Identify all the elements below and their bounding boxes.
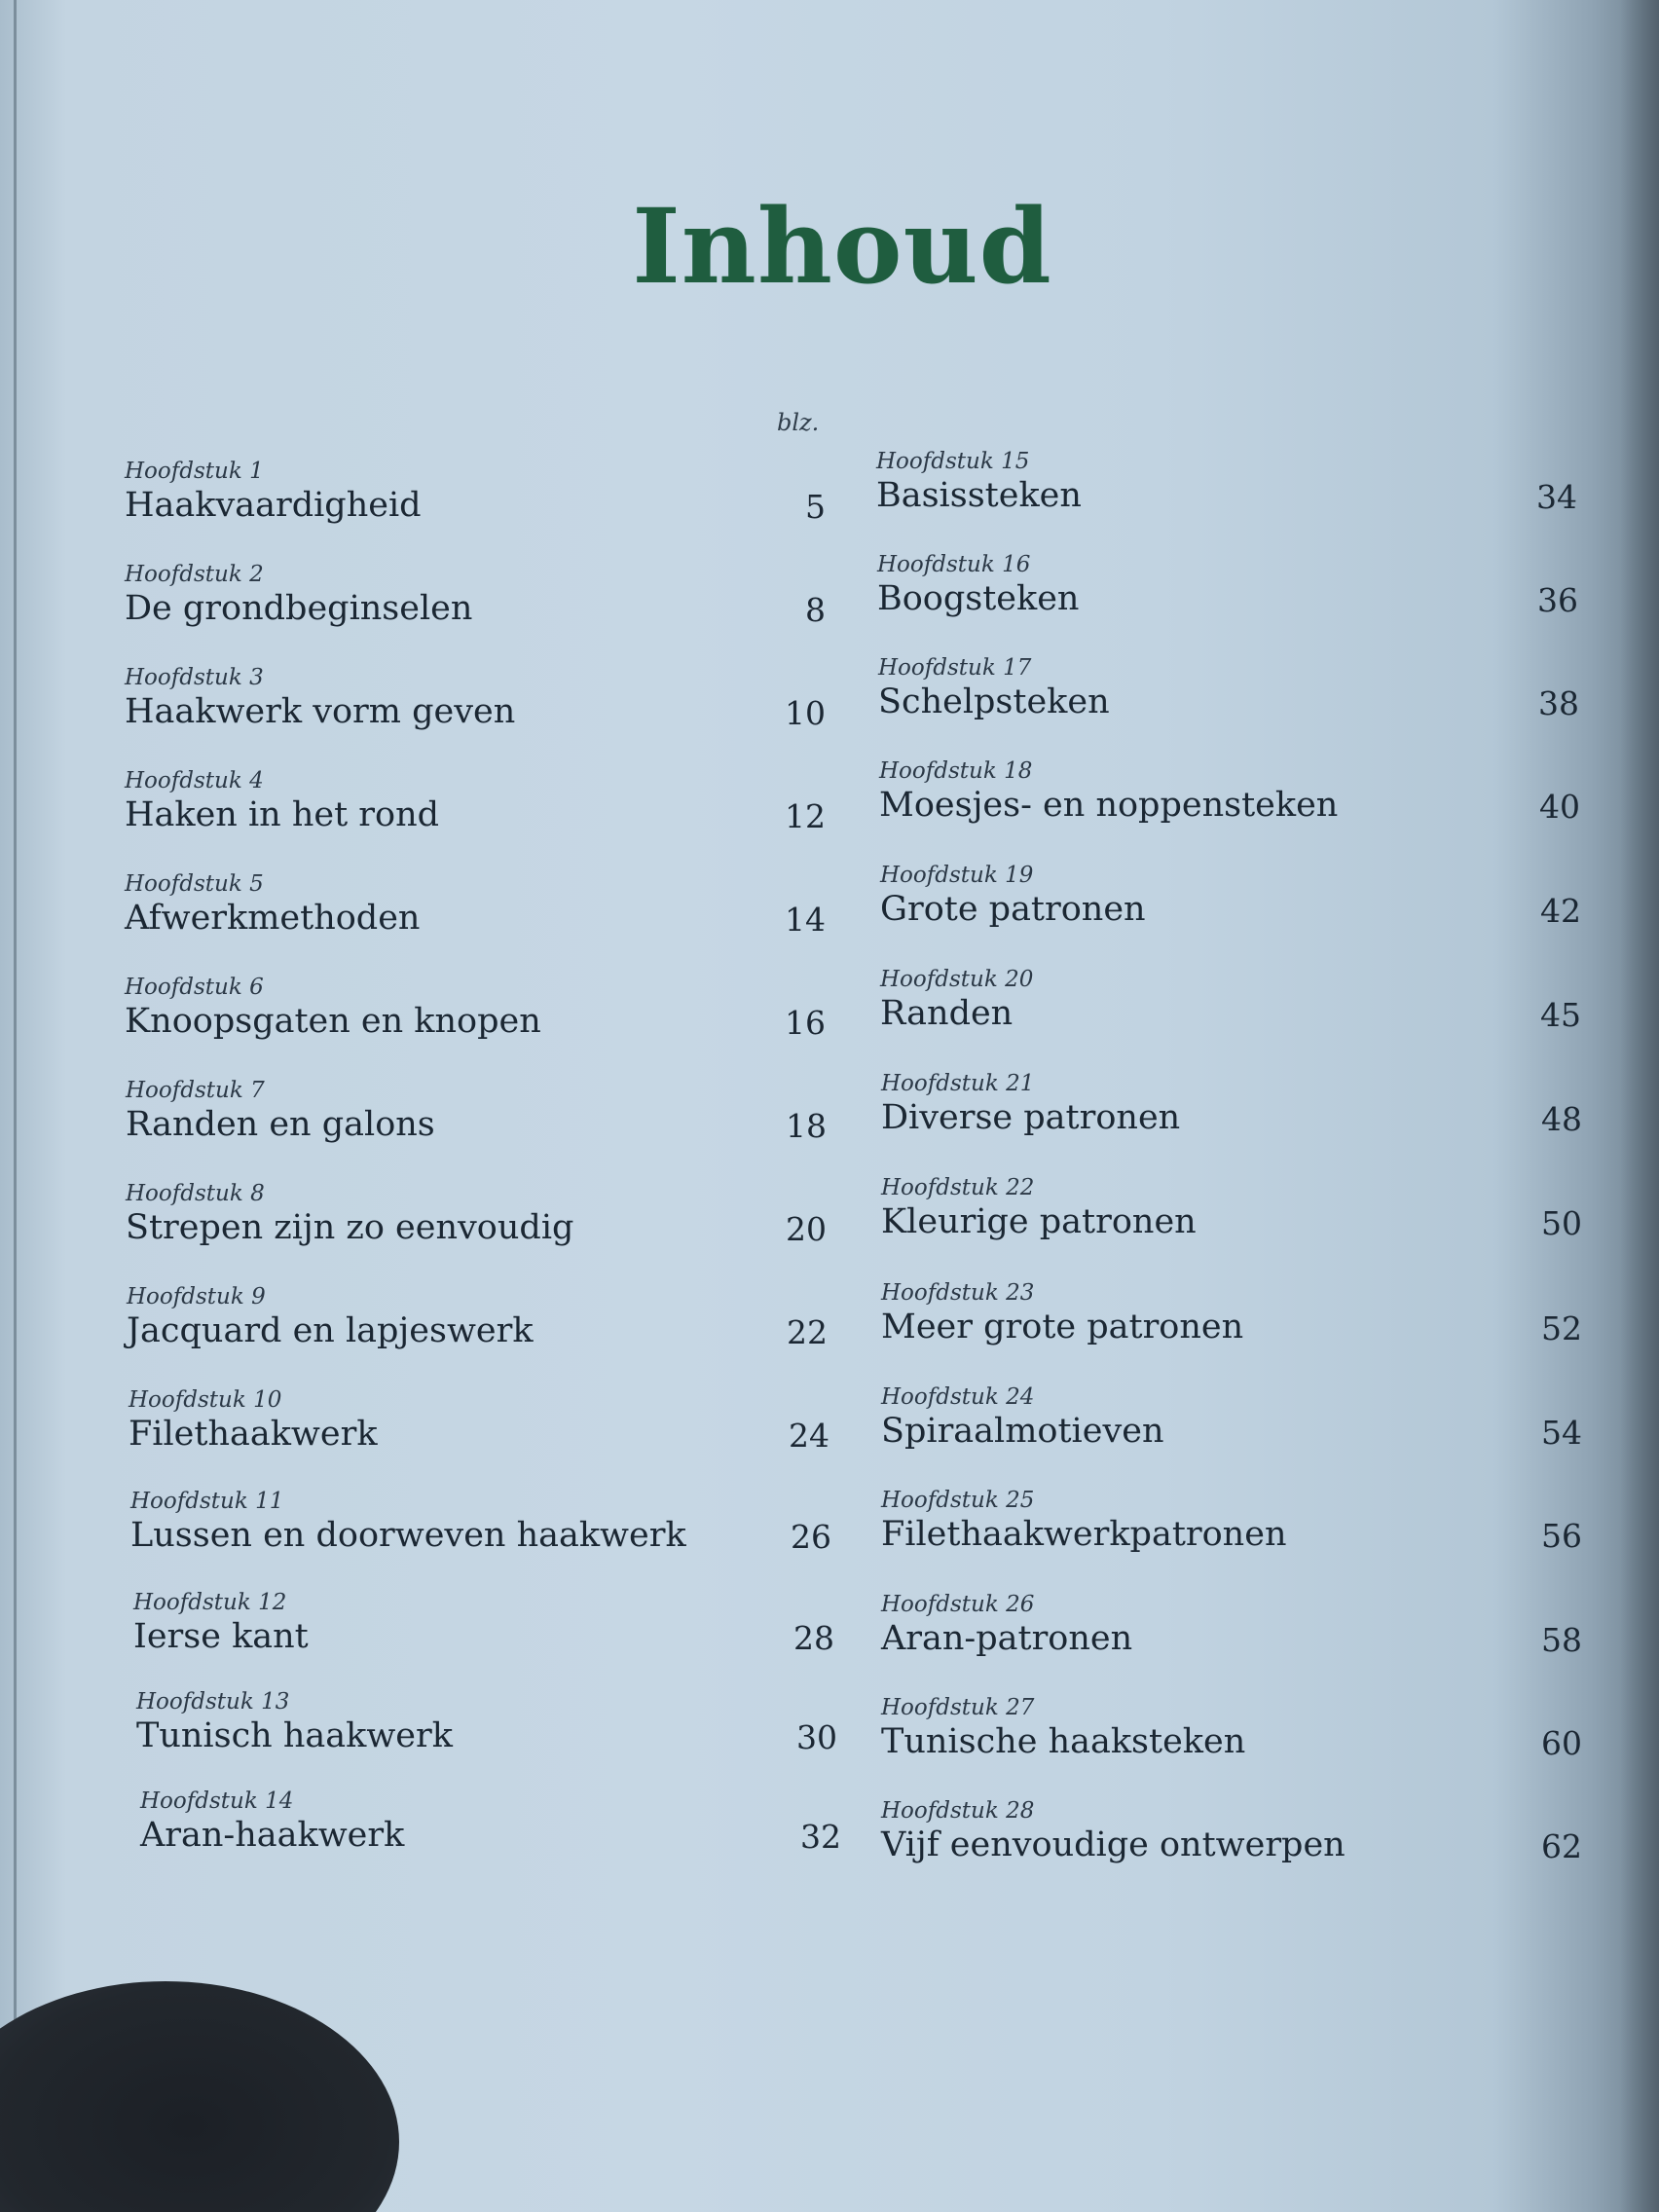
toc-entry bbox=[881, 1487, 1582, 1565]
toc-entry bbox=[879, 757, 1580, 835]
page-number: 16 bbox=[785, 1004, 826, 1042]
toc-entry bbox=[133, 1589, 834, 1667]
toc-entry bbox=[881, 1797, 1582, 1875]
chapter-number: Hoofdstuk 20 bbox=[880, 967, 1034, 992]
chapter-title: Tunische haaksteken bbox=[881, 1722, 1246, 1761]
chapter-number: Hoofdstuk 9 bbox=[127, 1284, 266, 1309]
chapter-number: Hoofdstuk 18 bbox=[879, 758, 1033, 784]
page-number: 5 bbox=[805, 488, 826, 526]
toc-entry bbox=[125, 561, 826, 639]
chapter-number: Hoofdstuk 17 bbox=[878, 655, 1032, 681]
chapter-title: Meer grote patronen bbox=[881, 1308, 1244, 1346]
chapter-number: Hoofdstuk 13 bbox=[136, 1689, 290, 1714]
finger-shadow bbox=[0, 1981, 399, 2212]
chapter-title: Haakvaardigheid bbox=[125, 486, 422, 525]
chapter-title: Haakwerk vorm geven bbox=[125, 692, 516, 731]
chapter-title: Moesjes- en noppensteken bbox=[879, 786, 1339, 825]
chapter-number: Hoofdstuk 2 bbox=[125, 562, 264, 587]
page-number: 12 bbox=[785, 797, 826, 835]
toc-entry bbox=[125, 974, 826, 1051]
chapter-number: Hoofdstuk 28 bbox=[881, 1798, 1035, 1824]
chapter-title: Randen en galons bbox=[126, 1105, 435, 1144]
chapter-number: Hoofdstuk 16 bbox=[877, 552, 1031, 577]
page-number: 42 bbox=[1540, 892, 1581, 930]
page-number: 60 bbox=[1541, 1724, 1582, 1762]
page-number: 50 bbox=[1541, 1204, 1582, 1242]
toc-entry bbox=[125, 664, 826, 742]
page-left-edge bbox=[14, 0, 17, 2212]
toc-entry bbox=[126, 1077, 827, 1155]
chapter-title: Basissteken bbox=[876, 476, 1082, 515]
chapter-number: Hoofdstuk 26 bbox=[881, 1592, 1035, 1617]
page-number: 36 bbox=[1537, 581, 1578, 619]
toc-entry bbox=[880, 862, 1581, 940]
chapter-title: Knoopsgaten en knopen bbox=[125, 1002, 541, 1041]
chapter-title: Randen bbox=[880, 994, 1014, 1033]
chapter-title: Tunisch haakwerk bbox=[136, 1716, 453, 1755]
chapter-title: Schelpsteken bbox=[878, 682, 1110, 721]
page-number: 48 bbox=[1541, 1100, 1582, 1138]
toc-entry bbox=[130, 1488, 831, 1566]
chapter-title: Filethaakwerkpatronen bbox=[881, 1515, 1287, 1554]
page-number: 45 bbox=[1540, 996, 1581, 1034]
toc-entry bbox=[126, 1180, 827, 1258]
chapter-title: Afwerkmethoden bbox=[125, 899, 421, 938]
chapter-title: Lussen en doorweven haakwerk bbox=[130, 1516, 686, 1555]
toc-entry bbox=[878, 654, 1579, 732]
chapter-number: Hoofdstuk 14 bbox=[140, 1788, 294, 1814]
toc-entry bbox=[129, 1386, 830, 1464]
toc-entry bbox=[881, 1070, 1582, 1148]
chapter-number: Hoofdstuk 19 bbox=[880, 863, 1034, 888]
page-column-label: blz. bbox=[777, 409, 820, 436]
toc-entry bbox=[881, 1279, 1582, 1357]
toc-entry bbox=[877, 551, 1578, 629]
chapter-number: Hoofdstuk 5 bbox=[125, 871, 264, 897]
chapter-number: Hoofdstuk 27 bbox=[881, 1695, 1035, 1720]
toc-entry bbox=[881, 1383, 1582, 1461]
chapter-title: Grote patronen bbox=[880, 890, 1146, 929]
toc-entry bbox=[125, 767, 826, 845]
toc-entry bbox=[127, 1283, 828, 1361]
page-number: 30 bbox=[796, 1718, 837, 1756]
chapter-number: Hoofdstuk 22 bbox=[881, 1175, 1035, 1200]
page-number: 52 bbox=[1541, 1309, 1582, 1347]
chapter-number: Hoofdstuk 10 bbox=[129, 1387, 282, 1413]
chapter-title: Haken in het rond bbox=[125, 795, 440, 834]
page-title: Inhoud bbox=[632, 185, 1052, 307]
toc-entry bbox=[140, 1788, 841, 1865]
chapter-number: Hoofdstuk 8 bbox=[126, 1181, 265, 1206]
chapter-number: Hoofdstuk 21 bbox=[881, 1071, 1035, 1096]
toc-entry bbox=[881, 1694, 1582, 1772]
chapter-number: Hoofdstuk 11 bbox=[130, 1489, 284, 1514]
chapter-number: Hoofdstuk 3 bbox=[125, 665, 264, 690]
chapter-title: De grondbeginselen bbox=[125, 589, 473, 628]
page-number: 58 bbox=[1541, 1621, 1582, 1659]
chapter-number: Hoofdstuk 1 bbox=[125, 459, 264, 484]
page-number: 8 bbox=[805, 591, 826, 629]
toc-entry bbox=[125, 870, 826, 948]
page-number: 38 bbox=[1538, 684, 1579, 722]
toc-entry bbox=[880, 966, 1581, 1044]
toc-entry bbox=[881, 1174, 1582, 1252]
chapter-title: Aran-patronen bbox=[881, 1619, 1133, 1658]
chapter-title: Vijf eenvoudige ontwerpen bbox=[881, 1825, 1346, 1864]
page-number: 26 bbox=[791, 1518, 831, 1556]
page-number: 62 bbox=[1541, 1827, 1582, 1865]
chapter-number: Hoofdstuk 24 bbox=[881, 1384, 1035, 1410]
chapter-title: Spiraalmotieven bbox=[881, 1412, 1164, 1451]
chapter-number: Hoofdstuk 23 bbox=[881, 1280, 1035, 1306]
chapter-title: Jacquard en lapjeswerk bbox=[127, 1311, 534, 1350]
page-number: 18 bbox=[786, 1107, 827, 1145]
page-number: 56 bbox=[1541, 1517, 1582, 1555]
page-number: 34 bbox=[1536, 478, 1577, 516]
page-number: 40 bbox=[1539, 788, 1580, 826]
chapter-title: Ierse kant bbox=[133, 1617, 309, 1656]
toc-entry bbox=[876, 448, 1577, 526]
chapter-number: Hoofdstuk 4 bbox=[125, 768, 264, 793]
chapter-title: Aran-haakwerk bbox=[140, 1816, 405, 1855]
page-number: 32 bbox=[800, 1818, 841, 1856]
page-number: 54 bbox=[1541, 1414, 1582, 1452]
chapter-number: Hoofdstuk 25 bbox=[881, 1488, 1035, 1513]
chapter-title: Strepen zijn zo eenvoudig bbox=[126, 1208, 574, 1247]
chapter-number: Hoofdstuk 6 bbox=[125, 975, 264, 1000]
chapter-number: Hoofdstuk 15 bbox=[876, 449, 1030, 474]
chapter-number: Hoofdstuk 12 bbox=[133, 1590, 287, 1615]
page-number: 10 bbox=[785, 694, 826, 732]
chapter-title: Filethaakwerk bbox=[129, 1415, 378, 1454]
toc-entry bbox=[125, 458, 826, 535]
chapter-number: Hoofdstuk 7 bbox=[126, 1078, 265, 1103]
chapter-title: Boogsteken bbox=[877, 579, 1080, 618]
chapter-title: Diverse patronen bbox=[881, 1098, 1181, 1137]
page-number: 28 bbox=[793, 1619, 834, 1657]
page-number: 24 bbox=[789, 1417, 830, 1455]
chapter-title: Kleurige patronen bbox=[881, 1202, 1197, 1241]
toc-entry bbox=[881, 1591, 1582, 1669]
page-number: 22 bbox=[787, 1313, 828, 1351]
toc-entry bbox=[136, 1688, 837, 1766]
page-number: 20 bbox=[786, 1210, 827, 1248]
page-gutter-shadow bbox=[1620, 0, 1659, 2212]
page-number: 14 bbox=[785, 901, 826, 939]
